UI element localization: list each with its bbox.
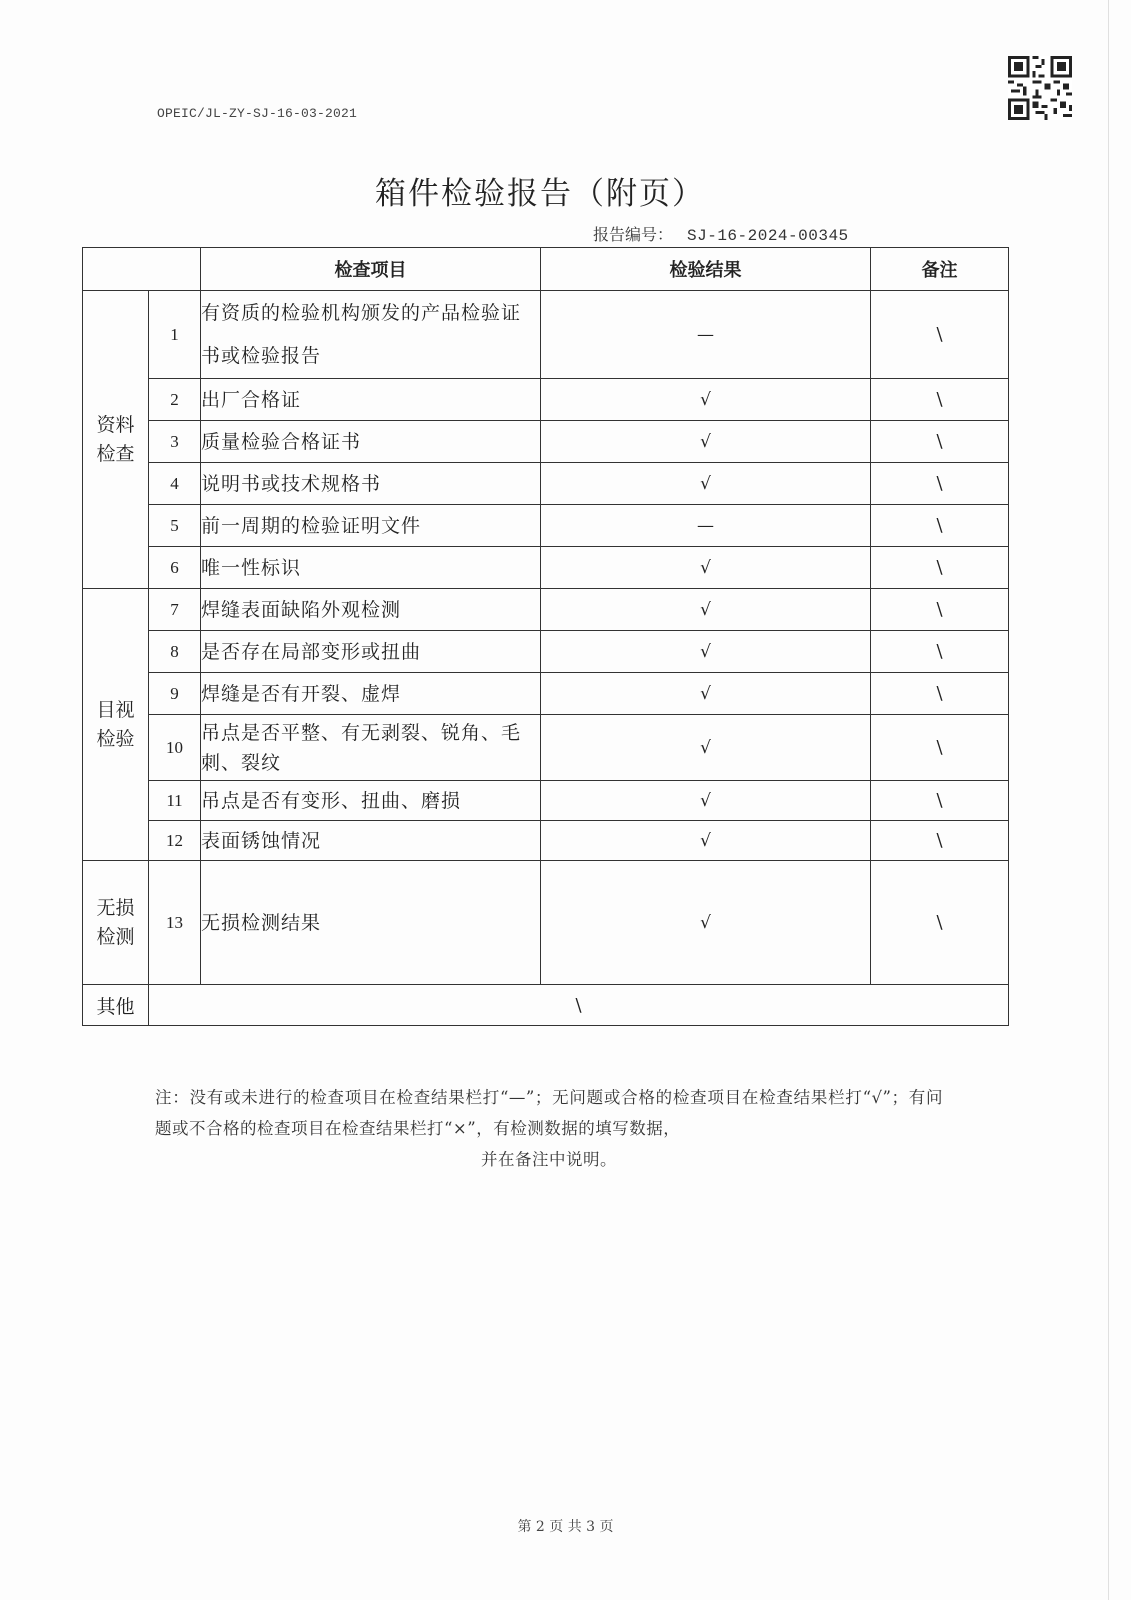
- inspection-table: [82, 247, 1009, 1026]
- row-number: 10: [149, 715, 201, 781]
- table-row: [83, 505, 1009, 547]
- row-remark: \: [871, 505, 1009, 547]
- row-item: 唯一性标识: [201, 547, 541, 589]
- row-number: 12: [149, 821, 201, 861]
- row-result: √: [541, 821, 871, 861]
- table-row: [83, 861, 1009, 985]
- table-row: [83, 547, 1009, 589]
- report-title: 箱件检验报告（附页）: [375, 176, 705, 212]
- row-item: 吊点是否平整、有无剥裂、锐角、毛刺、裂纹: [201, 715, 541, 781]
- row-number: 9: [149, 673, 201, 715]
- row-item: 焊缝是否有开裂、虚焊: [201, 673, 541, 715]
- row-result: √: [541, 463, 871, 505]
- page-number: 第 2 页 共 3 页: [517, 1519, 614, 1535]
- row-remark: \: [871, 291, 1009, 379]
- header-item: 检查项目: [201, 248, 541, 291]
- table-row: [83, 781, 1009, 821]
- row-remark: \: [871, 715, 1009, 781]
- table-row: [83, 463, 1009, 505]
- note-paragraph: [155, 1082, 943, 1175]
- note-last-line: 并在备注中说明。: [481, 1150, 617, 1169]
- row-result: √: [541, 781, 871, 821]
- other-label: 其他: [83, 985, 149, 1026]
- row-remark: \: [871, 463, 1009, 505]
- category-label-line: 检查: [96, 442, 135, 465]
- row-number: 11: [149, 781, 201, 821]
- row-item: 吊点是否有变形、扭曲、磨损: [201, 781, 541, 821]
- row-number: 1: [149, 291, 201, 379]
- table-header-row: [83, 248, 1009, 291]
- row-result: —: [541, 505, 871, 547]
- other-value: \: [149, 985, 1009, 1026]
- row-remark: \: [871, 861, 1009, 985]
- row-result: √: [541, 589, 871, 631]
- document-code: OPEIC/JL-ZY-SJ-16-03-2021: [157, 106, 358, 121]
- row-remark: \: [871, 631, 1009, 673]
- row-result: √: [541, 715, 871, 781]
- row-remark: \: [871, 673, 1009, 715]
- report-number-line: [593, 222, 849, 245]
- header-result: 检验结果: [541, 248, 871, 291]
- category-visual-inspection: [83, 589, 149, 861]
- row-result: √: [541, 547, 871, 589]
- row-item: 质量检验合格证书: [201, 421, 541, 463]
- row-number: 5: [149, 505, 201, 547]
- row-remark: \: [871, 781, 1009, 821]
- table-row: [83, 379, 1009, 421]
- report-number-label: 报告编号：: [593, 225, 674, 244]
- row-remark: \: [871, 821, 1009, 861]
- row-remark: \: [871, 379, 1009, 421]
- category-label-line: 目视: [96, 698, 135, 721]
- row-remark: \: [871, 547, 1009, 589]
- row-result: √: [541, 421, 871, 463]
- row-result: √: [541, 379, 871, 421]
- category-label-line: 检测: [96, 925, 135, 948]
- table-row-other: [83, 985, 1009, 1026]
- row-number: 3: [149, 421, 201, 463]
- row-item: 前一周期的检验证明文件: [201, 505, 541, 547]
- category-label-line: 资料: [96, 413, 135, 436]
- header-blank-cell: [83, 248, 201, 291]
- table-row: [83, 673, 1009, 715]
- row-item: 有资质的检验机构颁发的产品检验证书或检验报告: [201, 291, 541, 379]
- note-text: 注：没有或未进行的检查项目在检查结果栏打“—”；无问题或合格的检查项目在检查结果栏打“√”；有问题或不合格的检查项目在检查结果栏打“×”，有检测数据的填写数据，: [155, 1088, 943, 1138]
- table-row: [83, 715, 1009, 781]
- row-result: √: [541, 861, 871, 985]
- category-document-check: [83, 291, 149, 589]
- row-remark: \: [871, 421, 1009, 463]
- row-item: 表面锈蚀情况: [201, 821, 541, 861]
- row-number: 13: [149, 861, 201, 985]
- table-row: [83, 421, 1009, 463]
- scan-edge-line: [1108, 0, 1109, 1600]
- header-remark: 备注: [871, 248, 1009, 291]
- row-item: 是否存在局部变形或扭曲: [201, 631, 541, 673]
- row-number: 7: [149, 589, 201, 631]
- row-number: 8: [149, 631, 201, 673]
- table-row: [83, 821, 1009, 861]
- category-label-line: 检验: [96, 727, 135, 750]
- row-number: 4: [149, 463, 201, 505]
- row-result: √: [541, 673, 871, 715]
- row-number: 6: [149, 547, 201, 589]
- row-item: 无损检测结果: [201, 861, 541, 985]
- row-item: 说明书或技术规格书: [201, 463, 541, 505]
- table-row: [83, 589, 1009, 631]
- category-ndt: [83, 861, 149, 985]
- table-row: [83, 291, 1009, 379]
- row-result: —: [541, 291, 871, 379]
- table-row: [83, 631, 1009, 673]
- row-number: 2: [149, 379, 201, 421]
- row-remark: \: [871, 589, 1009, 631]
- row-item: 出厂合格证: [201, 379, 541, 421]
- qr-code-icon: [1008, 56, 1072, 120]
- row-item: 焊缝表面缺陷外观检测: [201, 589, 541, 631]
- row-result: √: [541, 631, 871, 673]
- report-number: SJ-16-2024-00345: [687, 227, 849, 245]
- category-label-line: 无损: [96, 896, 135, 919]
